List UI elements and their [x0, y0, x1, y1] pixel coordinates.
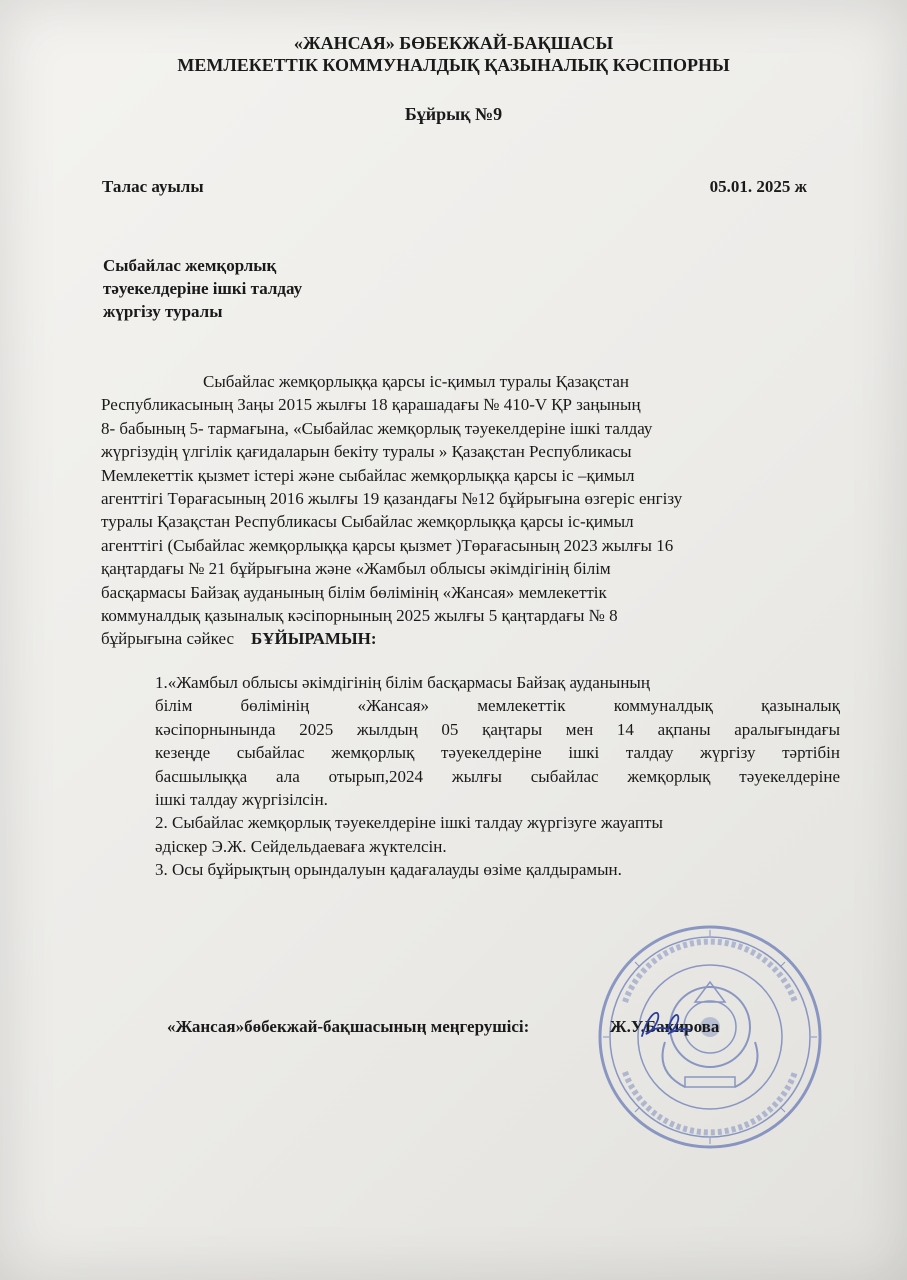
preamble-line: басқармасы Байзақ ауданының білім бөлімінің «Жансая» мемлекеттік	[101, 582, 607, 602]
item-1-line: кәсіпорнынында 2025 жылдың 05 қаңтары мен 14 ақпаны аралығындағы	[155, 719, 840, 739]
signatory-position: «Жансая»бөбекжай-бақшасының меңгерушісі:	[167, 1017, 530, 1036]
order-subject	[103, 254, 302, 323]
subject-line: тәуекелдеріне ішкі талдау	[103, 279, 303, 298]
handwritten-signature-icon	[638, 1006, 694, 1046]
subject-line: жүргізу туралы	[103, 302, 223, 321]
preamble-line: Сыбайлас жемқорлыққа қарсы іс-қимыл туралы Қазақстан	[203, 372, 629, 391]
preamble-last-line	[101, 627, 821, 650]
item-2-line: 2. Сыбайлас жемқорлық тәуекелдеріне ішкі талдау жүргізуге жауапты	[155, 813, 663, 833]
item-1-line: білім бөлімінің «Жансая» мемлекеттік коммуналдық қазыналық	[155, 696, 840, 716]
document-header	[0, 32, 907, 76]
item-2-line: әдіскер Э.Ж. Сейдельдаеваға жүктелсін.	[155, 836, 447, 856]
official-stamp-icon	[595, 922, 825, 1152]
preamble-line: жүргізудің үлгілік қағидаларын бекіту туралы » Қазақстан Республикасы	[101, 442, 632, 462]
preamble-line: қаңтардағы № 21 бұйрығына және «Жамбыл облысы әкімдігінің білім	[101, 559, 611, 579]
order-date: 05.01. 2025 ж	[709, 177, 807, 196]
item-1-line: ішкі талдау жүргізілсін.	[155, 790, 328, 810]
signature-block	[167, 1017, 719, 1037]
header-line-2: МЕМЛЕКЕТТІК КОММУНАЛДЫҚ ҚАЗЫНАЛЫҚ КӘСІПОРНЫ	[177, 55, 730, 75]
order-number: Бұйрық №9	[404, 104, 503, 124]
place-name: Талас ауылы	[102, 177, 204, 196]
header-line-1: «ЖАНСАЯ» БӨБЕКЖАЙ-БАҚШАСЫ	[293, 33, 614, 53]
item-3: 3. Осы бұйрықтың орындалуын қадағалауды өзіме қалдырамын.	[155, 860, 622, 880]
preamble-line: бұйрығына сәйкес	[101, 629, 234, 649]
preamble-line: агенттігі Төрағасының 2016 жылғы 19 қазандағы №12 бұйрығына өзгеріс енгізу	[101, 489, 683, 509]
item-1-line: басшылыққа ала отырып,2024 жылғы сыбайлас жемқорлық тәуекелдеріне	[155, 766, 840, 786]
preamble-line: агенттігі (Сыбайлас жемқорлыққа қарсы қызмет )Төрағасының 2023 жылғы 16	[101, 535, 674, 555]
item-1-line: 1.«Жамбыл облысы әкімдігінің білім басқармасы Байзақ ауданының	[155, 673, 650, 692]
signatory-name: Ж.У.Бакирова	[609, 1017, 720, 1036]
preamble-line: туралы Қазақстан Республикасы Сыбайлас жемқорлыққа қарсы іс-қимыл	[101, 512, 634, 532]
subject-line: Сыбайлас жемқорлық	[103, 256, 277, 275]
preamble-line: Республикасының Заңы 2015 жылғы 18 қарашадағы № 410-V ҚР заңының	[101, 395, 641, 415]
preamble-line: 8- бабының 5- тармағына, «Сыбайлас жемқорлық тәуекелдеріне ішкі талдау	[101, 418, 653, 438]
item-1-line: кезеңде сыбайлас жемқорлық тәуекелдеріне ішкі талдау жүргізу тәртібін	[155, 743, 840, 763]
order-items	[155, 671, 840, 882]
decree-word: БҰЙЫРАМЫН:	[251, 629, 377, 649]
preamble	[101, 370, 821, 651]
preamble-line: коммуналдық қазыналық кәсіпорнының 2025 жылғы 5 қаңтардағы № 8	[101, 606, 618, 626]
preamble-line: Мемлекеттік қызмет істері және сыбайлас жемқорлыққа қарсы іс –қимыл	[101, 465, 635, 485]
